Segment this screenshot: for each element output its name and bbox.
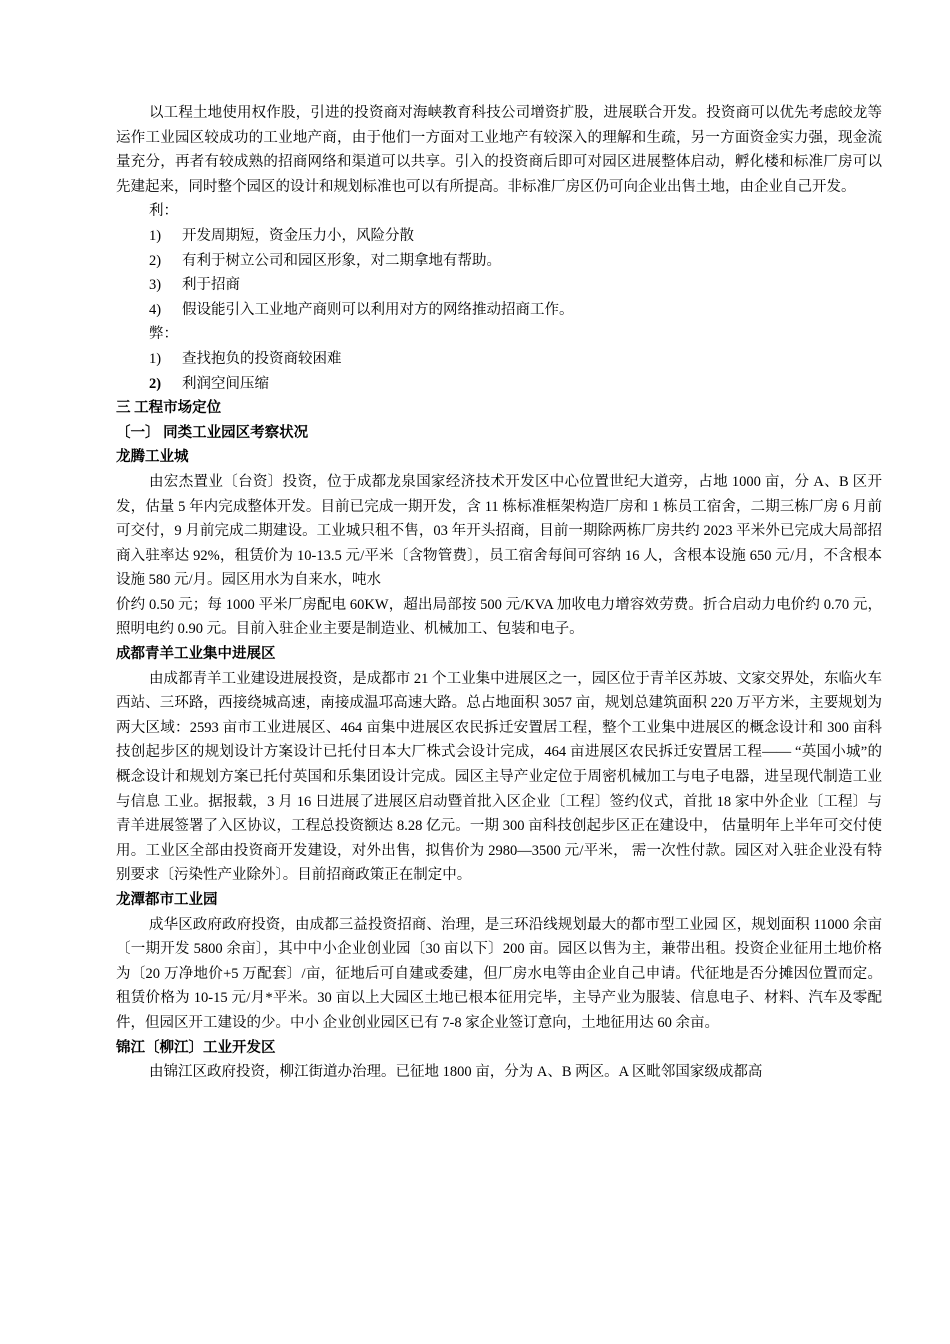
- list-item: [116, 273, 882, 298]
- pros-label: 利：: [149, 203, 178, 220]
- intro-paragraph: 以工程土地使用权作股，引进的投资商对海峡教育科技公司增资扩股，进展联合开发。投资商可以优先考虑皎龙等运作工业园区较成功的工业地产商，由于他们一方面对工业地产有较深入的理解和生疏，另一方面资金实力强，现金流量充分，再者有较成熟的招商网络和渠道可以共享。引入的投资商后即可对园区进展整体启动，孵化楼和标准厂房可以先建起来，同时整个园区的设计和规划标准也可以有所提高。非标准厂房区仍可向企业出售土地，由企业自己开发。: [116, 105, 882, 195]
- list-text: 查找抱负的投资商较困难: [182, 350, 342, 367]
- park-paragraph: 成华区政府政府投资，由成都三益投资招商、治理，是三环沿线规划最大的都市型工业园 区，规划面积 11000 余亩〔一期开发 5800 余亩〕，其中中小企业创业园〔30 亩以下〕200 亩。园区以售为主，兼带出租。投资企业征用土地价格为〔20 万净地价+5 万配套〕/亩，征地后可自建或委建，但厂房水电等由企业自己申请。代征地是否分摊因位置而定。租赁价格为 10-15 元/月*平米。30 亩以上大园区土地已根本征用完毕，主导产业为服装、信息电子、材料、汽车及零配件，但园区开工建设的少。中小 企业创业园区已有 7-8 家企业签订意向，土地征用达 60 余亩。: [116, 916, 882, 1031]
- list-text: 假设能引入工业地产商则可以利用对方的网络推动招商工作。: [182, 301, 574, 318]
- park-paragraph: 由宏杰置业〔台资〕投资，位于成都龙泉国家经济技术开发区中心位置世纪大道旁，占地 1000 亩，分 A、B 区开发，估量 5 年内完成整体开发。目前已完成一期开发，含 11 栋标准框架构造厂房和 1 栋员工宿舍，二期三栋厂房 6 月前可交付，9 月前完成二期建设。工业城只租不售，03 年开头招商，目前一期除两栋厂房共约 2023 平米外已完成大局部招商入驻率达 92%，租赁价为 10-13.5 元/平米〔含物管费〕，员工宿舍每间可容纳 16 人，含根本设施 650 元/月，不含根本设施 580 元/月。园区用水为自来水，吨水: [116, 473, 882, 589]
- park-heading: 锦江〔柳江〕工业开发区: [116, 1039, 276, 1056]
- list-number: 2): [149, 375, 162, 392]
- park-heading: 成都青羊工业集中进展区: [116, 646, 276, 663]
- park-paragraph: 由锦江区政府投资，柳江街道办治理。已征地 1800 亩，分为 A、B 两区。A 区毗邻国家级成都高: [149, 1064, 763, 1081]
- list-item: [116, 298, 882, 323]
- list-item: [116, 347, 882, 372]
- list-number: 2): [149, 252, 162, 269]
- park-heading: 龙腾工业城: [116, 449, 189, 466]
- list-item: [116, 249, 882, 274]
- list-text: 利于招商: [182, 277, 240, 294]
- list-item: [116, 224, 882, 249]
- list-number: 3): [149, 277, 162, 294]
- list-number: 1): [149, 350, 162, 367]
- list-number: 4): [149, 301, 162, 318]
- list-text: 有利于树立公司和园区形象，对二期拿地有帮助。: [182, 252, 501, 269]
- cons-label: 弊：: [149, 326, 178, 343]
- park-paragraph: 由成都青羊工业建设进展投资，是成都市 21 个工业集中进展区之一，园区位于青羊区苏坡、文家交界处，东临火车西站、三环路，西接绕城高速，南接成温邛高速大路。总占地面积 3057 亩，规划总建筑面积 220 万平方米，主要规划为两大区域：2593 亩市工业进展区、464 亩集中进展区农民拆迁安置居工程，整个工业集中进展区的概念设计和 300 亩科技创起步区的规划设计方案设计已托付日本大厂株式会设计完成，464 亩进展区农民拆迁安置居工程—— “英国小城”的概念设计和规划方案已托付英国和乐集团设计完成。园区主导产业定位于周密机械加工与电子电器，进呈现代制造工业与信息 工业。据报载，3 月 16 日进展了进展区启动暨首批入区企业〔工程〕签约仪式，首批 18 家中外企业〔工程〕与青羊进展签署了入区协议，工程总投资额达 8.28 亿元。一期 300 亩科技创起步区正在建设中， 估量明年上半年可交付使用。工业区全部由投资商开发建设，对外出售，拟售价为 2980—3500 元/平米， 需一次性付款。园区对入驻企业没有特别要求〔污染性产业除外〕。目前招商政策正在制定中。: [116, 670, 882, 884]
- list-item: [116, 372, 882, 397]
- list-text: 利润空间压缩: [182, 375, 269, 392]
- list-text: 开发周期短，资金压力小，风险分散: [182, 227, 414, 244]
- park-paragraph-continued: 价约 0.50 元；每 1000 平米厂房配电 60KW，超出局部按 500 元/KVA 加收电力增容效劳费。折合启动力电价约 0.70 元，照明电约 0.90 元。目前入驻企业主要是制造业、机械加工、包装和电子。: [116, 596, 882, 638]
- section-heading: 三 工程市场定位: [116, 400, 222, 417]
- park-heading: 龙潭都市工业园: [116, 892, 218, 908]
- subsection-heading: 〔一〕 同类工业园区考察状况: [116, 424, 309, 441]
- list-number: 1): [149, 227, 162, 244]
- page-content: [116, 101, 882, 1085]
